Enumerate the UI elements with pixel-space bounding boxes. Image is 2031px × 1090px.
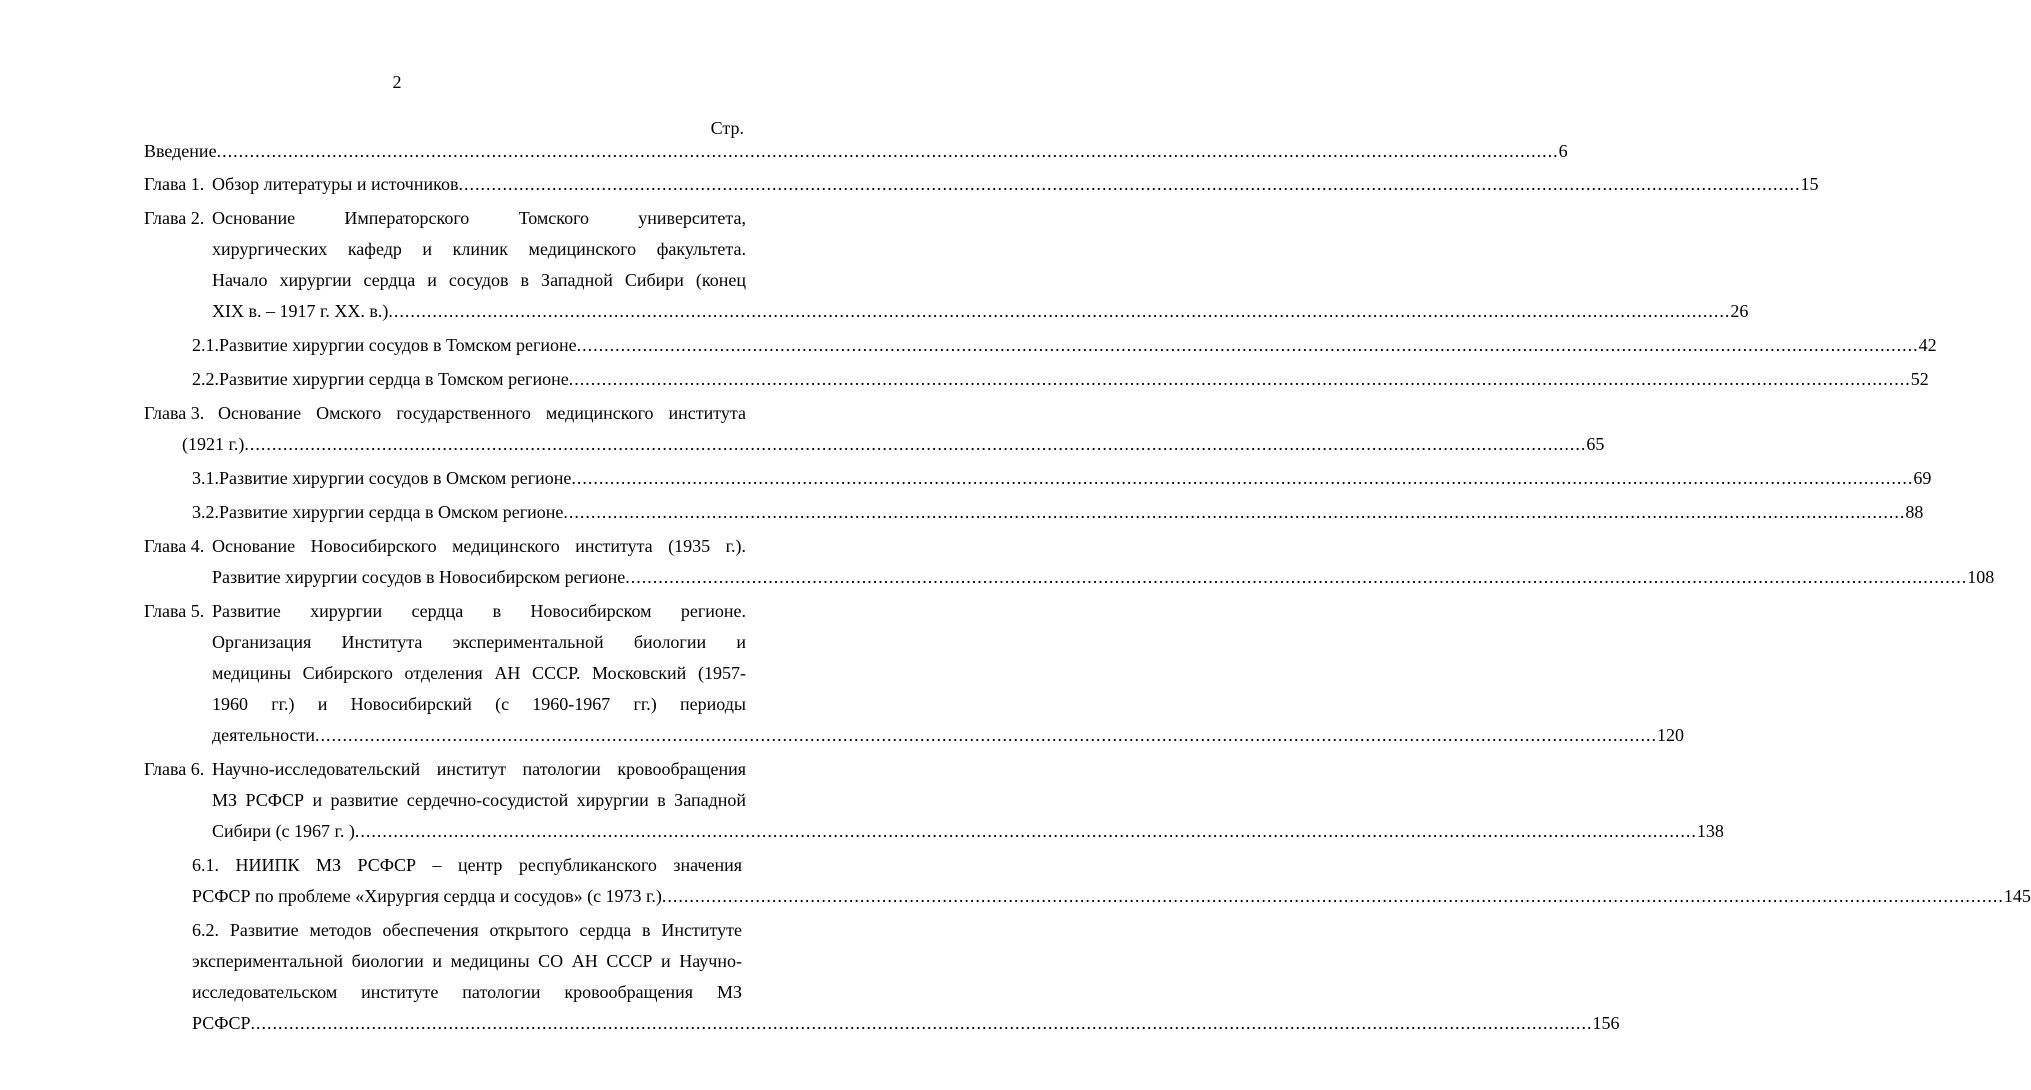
- toc-title-line: 6.2. Развитие методов обеспечения открытого сердца в Институте: [192, 920, 742, 940]
- toc-title-line: 1960 гг.) и Новосибирский (с 1960-1967 гг.) периоды: [212, 694, 746, 714]
- toc-page: 145: [2003, 886, 2031, 906]
- chapter-label: Глава 1.: [144, 174, 205, 194]
- toc-title-line: РСФСР по проблеме «Хирургия сердца и сосудов» (с 1973 г.): [192, 886, 662, 906]
- toc-entry-chapter-6: [144, 754, 746, 785]
- toc-title-line: Организация Института экспериментальной биологии и: [212, 632, 746, 652]
- toc-title-line: МЗ РСФСР и развитие сердечно-сосудистой хирургии в Западной: [212, 790, 746, 810]
- page-number: 2: [392, 72, 402, 92]
- toc-entry-section-6-1-last: [192, 881, 2031, 912]
- toc-title-line: Основание Омского государственного медицинского института: [218, 403, 746, 423]
- leader-dots: [662, 881, 2004, 912]
- leader-dots: [571, 463, 1913, 494]
- chapter-label: Глава 4.: [144, 536, 205, 556]
- toc-title-line: (1921 г.): [182, 434, 245, 454]
- toc-entry-chapter-2: [144, 203, 746, 234]
- toc-entry-chapter-2-last: [212, 296, 1749, 327]
- toc-page: 138: [1696, 821, 1724, 841]
- page-column-label: Стр.: [710, 118, 744, 138]
- toc-title: Введение: [144, 141, 217, 161]
- toc-entry-chapter-4: [144, 531, 746, 562]
- chapter-label: Глава 6.: [144, 759, 205, 779]
- leader-dots: [458, 169, 1800, 200]
- toc-entry-section-2-2: [192, 364, 1929, 395]
- toc-title-line: Развитие хирургии сосудов в Новосибирском регионе: [212, 567, 626, 587]
- toc-title-line: деятельности: [212, 725, 316, 745]
- chapter-label: Глава 2.: [144, 208, 205, 228]
- toc-page: 88: [1905, 502, 1924, 522]
- leader-dots: [625, 562, 1967, 593]
- toc-entry-chapter-3: [144, 398, 746, 429]
- toc-entry-section-3-2: [192, 497, 1924, 528]
- toc-title-line: медицины Сибирского отделения АН СССР. Московский (1957-: [212, 663, 746, 683]
- toc-entry-chapter-1: [144, 169, 1819, 200]
- toc-page: 69: [1913, 468, 1932, 488]
- toc-title: Обзор литературы и источников: [212, 174, 459, 194]
- toc-title: 2.1.Развитие хирургии сосудов в Томском регионе: [192, 335, 577, 355]
- toc-title-line: XIX в. – 1917 г. XX. в.): [212, 301, 389, 321]
- toc-title: 3.2.Развитие хирургии сердца в Омском регионе: [192, 502, 564, 522]
- chapter-label: Глава 3.: [144, 403, 205, 423]
- toc-entry-chapter-3-last: [182, 429, 1605, 460]
- toc-page: 6: [1558, 141, 1568, 161]
- toc-title-line: Основание Императорского Томского университета,: [212, 208, 746, 228]
- leader-dots: [388, 296, 1730, 327]
- toc-title-line: Основание Новосибирского медицинского института (1935 г.).: [212, 536, 746, 556]
- toc-entry-section-3-1: [192, 463, 1932, 494]
- toc-title-line: исследовательском институте патологии кровообращения МЗ: [192, 982, 742, 1002]
- leader-dots: [563, 497, 1905, 528]
- leader-dots: [355, 816, 1697, 847]
- toc-title-line: Сибири (с 1967 г. ): [212, 821, 355, 841]
- toc-title-line: Развитие хирургии сердца в Новосибирском регионе.: [212, 601, 746, 621]
- leader-dots: [217, 136, 1559, 167]
- toc-title-line: Научно-исследовательский институт патологии кровообращения: [212, 759, 746, 779]
- leader-dots: [577, 330, 1919, 361]
- toc-entry-chapter-6-last: [212, 816, 1724, 847]
- toc-entry-chapter-5-last: [212, 720, 1685, 751]
- chapter-label: Глава 5.: [144, 601, 205, 621]
- toc-page: 26: [1730, 301, 1749, 321]
- toc-entry-chapter-5: [144, 596, 746, 627]
- toc-title-line: экспериментальной биологии и медицины СО АН СССР и Научно-: [192, 951, 742, 971]
- toc-title-line: Начало хирургии сердца и сосудов в Западной Сибири (конец: [212, 270, 746, 290]
- toc-title-line: РСФСР: [192, 1013, 251, 1033]
- leader-dots: [315, 720, 1657, 751]
- toc-page: 15: [1800, 174, 1819, 194]
- leader-dots: [569, 364, 1911, 395]
- toc-title-line: 6.1. НИИПК МЗ РСФСР – центр республиканского значения: [192, 855, 742, 875]
- toc-entry-section-6-2-last: [192, 1008, 1620, 1039]
- table-of-contents: [0, 136, 2031, 1039]
- toc-page: 42: [1918, 335, 1937, 355]
- toc-page: 65: [1586, 434, 1605, 454]
- leader-dots: [244, 429, 1586, 460]
- toc-page: 120: [1657, 725, 1685, 745]
- toc-entry-chapter-4-last: [212, 562, 1995, 593]
- toc-title: 3.1.Развитие хирургии сосудов в Омском регионе: [192, 468, 572, 488]
- toc-page: 108: [1967, 567, 1995, 587]
- leader-dots: [250, 1008, 1592, 1039]
- toc-title-line: хирургических кафедр и клиник медицинского факультета.: [212, 239, 746, 259]
- toc-page: 156: [1592, 1013, 1620, 1033]
- toc-title: 2.2.Развитие хирургии сердца в Томском регионе: [192, 369, 569, 389]
- toc-entry-section-2-1: [192, 330, 1937, 361]
- toc-page: 52: [1910, 369, 1929, 389]
- toc-entry-intro: [144, 136, 1568, 167]
